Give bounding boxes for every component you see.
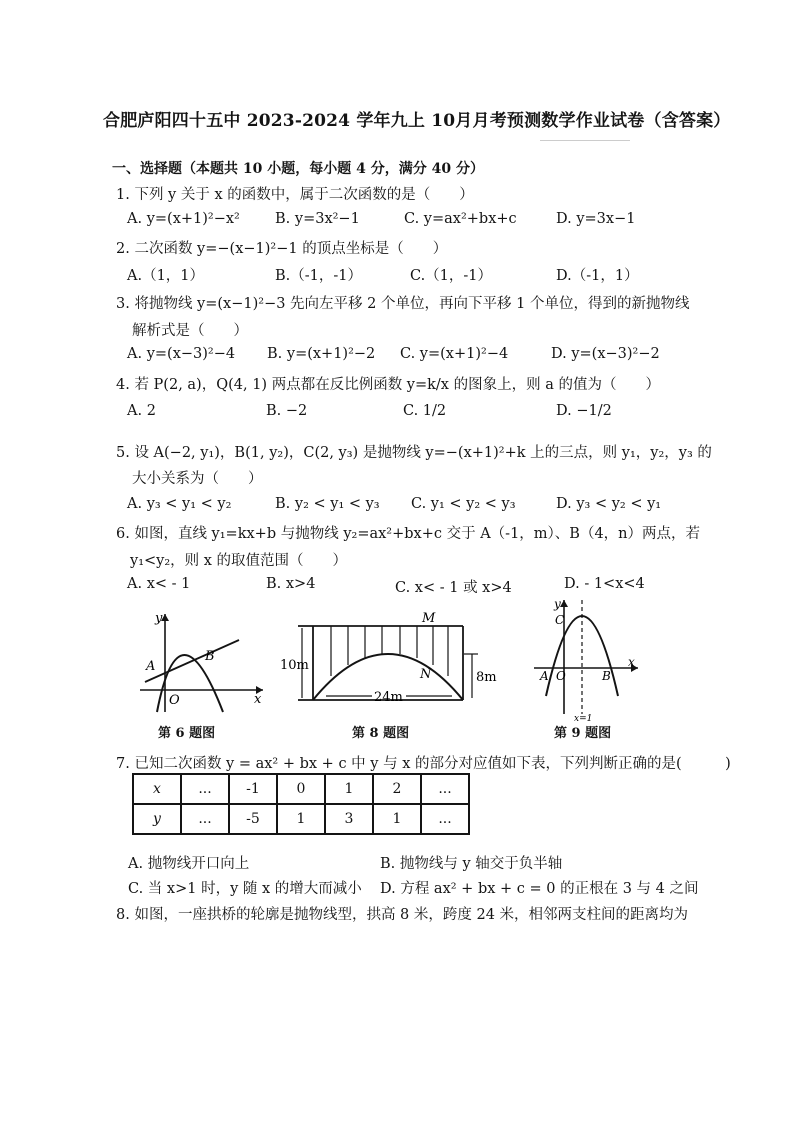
scan-line [540,140,630,141]
fig8-label-24m: 24m [374,690,403,705]
fig9-label-y: y [554,597,561,611]
q1-option-a: A. y=(x+1)²−x² [127,211,240,227]
q2-option-b: B.（-1，-1） [275,268,363,284]
fig9-label-x: x [628,655,635,669]
question-1-stem: 1. 下列 y 关于 x 的函数中，属于二次函数的是（ ） [116,187,474,203]
fig6-line [145,640,239,682]
q7-option-c: C. 当 x>1 时，y 随 x 的增大而减小 [128,881,362,897]
question-6-stem-cont: y₁<y₂，则 x 的取值范围（ ） [130,553,348,569]
table-cell: 1 [373,804,421,834]
q3-option-d: D. y=(x−3)²−2 [551,346,660,362]
q3-option-c: C. y=(x+1)²−4 [400,346,509,362]
section-header: 一、选择题（本题共 10 小题，每小题 4 分，满分 40 分） [112,161,484,177]
question-4-stem: 4. 若 P(2, a)，Q(4, 1) 两点都在反比例函数 y=k/x 的图象上，则 a 的值为（ ） [116,377,660,393]
fig9-y-arrow [560,600,568,607]
fig8-label-8m: 8m [476,670,497,685]
fig8-label-10m: 10m [280,658,309,673]
fig6-label-o: O [169,693,180,708]
table-cell: 2 [373,774,421,804]
table-cell: ... [421,804,469,834]
q6-option-b: B. x>4 [266,576,316,592]
fig9-label-a: A [540,669,549,683]
q6-option-d: D. - 1<x<4 [564,576,645,592]
fig6-label-x: x [254,692,262,707]
question-8-stem: 8. 如图，一座拱桥的轮廓是抛物线型，拱高 8 米，跨度 24 米，相邻两支柱间的距离均为 [116,907,689,923]
fig6-label-b: B [205,649,215,664]
figure-9-caption: 第 9 题图 [554,726,612,741]
q1-option-d: D. y=3x−1 [556,211,636,227]
table-cell: 0 [277,774,325,804]
q2-option-d: D.（-1，1） [556,268,639,284]
table-cell: ... [181,804,229,834]
fig9-label-o: O [556,669,566,683]
table-cell: -1 [229,774,277,804]
figure-6-caption: 第 6 题图 [158,726,216,741]
figure-8-caption: 第 8 题图 [352,726,410,741]
q4-option-d: D. −1/2 [556,403,612,419]
figure-6 [135,608,270,716]
question-2-stem: 2. 二次函数 y=−(x−1)²−1 的顶点坐标是（ ） [116,241,448,257]
fig8-label-n: N [420,667,432,682]
q6-option-a: A. x< - 1 [127,576,191,592]
figure-9 [530,596,645,724]
q4-option-c: C. 1/2 [403,403,447,419]
table-row [133,774,469,804]
table-cell: -5 [229,804,277,834]
fig6-label-y: y [155,611,163,626]
fig8-label-m: M [422,611,436,626]
q3-option-a: A. y=(x−3)²−4 [127,346,236,362]
fig9-label-c: C [555,613,565,627]
question-6-stem: 6. 如图，直线 y₁=kx+b 与抛物线 y₂=ax²+bx+c 交于 A（-1，m）、B（4，n）两点，若 [116,526,701,542]
q5-option-a: A. y₃ < y₁ < y₂ [127,496,232,512]
table-cell: ... [181,774,229,804]
q7-value-table [132,773,470,835]
q2-option-a: A.（1，1） [127,268,205,284]
q4-option-a: A. 2 [127,403,156,419]
table-row [133,804,469,834]
q2-option-c: C.（1，-1） [410,268,493,284]
q7-option-d: D. 方程 ax² + bx + c = 0 的正根在 3 与 4 之间 [380,881,699,897]
question-3-stem-cont: 解析式是（ ） [132,323,248,339]
q1-option-c: C. y=ax²+bx+c [404,211,517,227]
question-3-stem: 3. 将抛物线 y=(x−1)²−3 先向左平移 2 个单位，再向下平移 1 个单位，得到的新抛物线 [116,296,690,312]
q4-option-b: B. −2 [266,403,308,419]
table-cell: y [133,804,181,834]
q5-option-d: D. y₃ < y₂ < y₁ [556,496,662,512]
question-5-stem-cont: 大小关系为（ ） [132,471,263,487]
q5-option-b: B. y₂ < y₁ < y₃ [275,496,380,512]
page-title: 合肥庐阳四十五中 2023-2024 学年九上 10月月考预测数学作业试卷（含答案） [103,111,731,131]
table-cell: x [133,774,181,804]
q3-option-b: B. y=(x+1)²−2 [267,346,376,362]
q5-option-c: C. y₁ < y₂ < y₃ [411,496,516,512]
table-cell: 3 [325,804,373,834]
table-cell: 1 [277,804,325,834]
table-cell: ... [421,774,469,804]
fig9-label-b: B [602,669,611,683]
question-7-stem: 7. 已知二次函数 y = ax² + bx + c 中 y 与 x 的部分对应值如下表，下列判断正确的是( ) [116,756,731,772]
q7-option-b: B. 抛物线与 y 轴交于负半轴 [380,856,563,872]
fig6-label-a: A [146,659,156,674]
table-cell: 1 [325,774,373,804]
question-5-stem: 5. 设 A(−2, y₁)，B(1, y₂)，C(2, y₃) 是抛物线 y=−(x+1)²+k 上的三点，则 y₁，y₂，y₃ 的 [116,445,712,461]
q1-option-b: B. y=3x²−1 [275,211,360,227]
fig9-label-x1: x=1 [574,714,593,724]
figure-8 [280,608,500,720]
q7-option-a: A. 抛物线开口向上 [128,856,250,872]
q6-option-c: C. x< - 1 或 x>4 [395,580,512,596]
